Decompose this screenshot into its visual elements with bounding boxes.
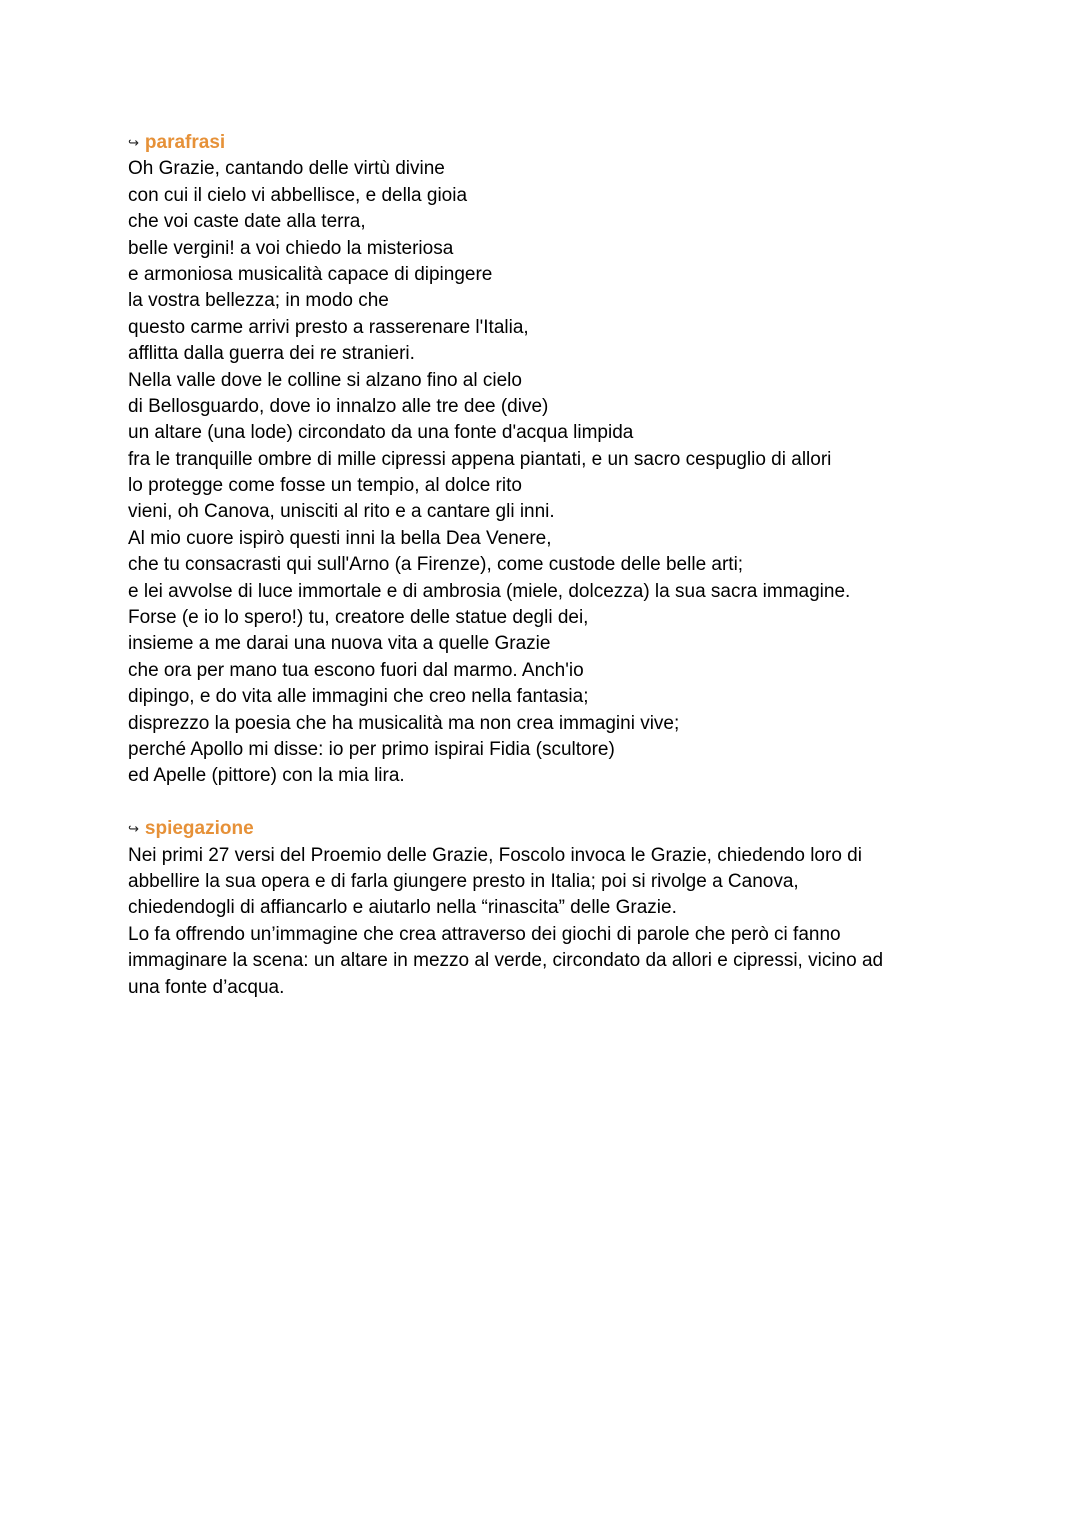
- text-line: la vostra bellezza; in modo che: [128, 290, 389, 312]
- text-line: disprezzo la poesia che ha musicalità ma non crea immagini vive;: [128, 712, 680, 734]
- text-line: che ora per mano tua escono fuori dal marmo. Anch'io: [128, 659, 584, 681]
- text-line: perché Apollo mi disse: io per primo ispirai Fidia (scultore): [128, 738, 615, 760]
- section-title: spiegazione: [144, 818, 254, 840]
- section-heading: [128, 816, 1028, 842]
- text-line: immaginare la scena: un altare in mezzo al verde, circondato da allori e cipressi, vicino ad: [128, 950, 884, 972]
- section-spacer: [128, 790, 1028, 816]
- text-line: fra le tranquille ombre di mille cipressi appena piantati, e un sacro cespuglio di allori: [128, 448, 832, 470]
- text-line: questo carme arrivi presto a rasserenare l'Italia,: [128, 316, 529, 338]
- curved-arrow-right-icon: ↪: [128, 822, 139, 838]
- text-line: Al mio cuore ispirò questi inni la bella Dea Venere,: [128, 527, 552, 549]
- text-line: lo protegge come fosse un tempio, al dolce rito: [128, 475, 522, 497]
- text-line: che voi caste date alla terra,: [128, 211, 366, 233]
- text-line: Oh Grazie, cantando delle virtù divine: [128, 158, 445, 180]
- curved-arrow-right-icon: ↪: [128, 136, 139, 151]
- text-line: di Bellosguardo, dove io innalzo alle tre dee (dive): [128, 395, 549, 417]
- text-line: e lei avvolse di luce immortale e di ambrosia (miele, dolcezza) la sua sacra immagine.: [128, 580, 851, 602]
- text-line: ed Apelle (pittore) con la mia lira.: [128, 765, 405, 787]
- text-line: chiedendogli di affiancarlo e aiutarlo nella “rinascita” delle Grazie.: [128, 897, 677, 919]
- text-line: un altare (una lode) circondato da una fonte d'acqua limpida: [128, 422, 634, 444]
- document-page: [128, 130, 1028, 1001]
- text-line: Forse (e io lo spero!) tu, creatore delle statue degli dei,: [128, 607, 589, 629]
- text-line: che tu consacrasti qui sull'Arno (a Firenze), come custode delle belle arti;: [128, 554, 744, 576]
- text-line: abbellire la sua opera e di farla giungere presto in Italia; poi si rivolge a Canova,: [128, 870, 799, 892]
- section-title: parafrasi: [144, 132, 226, 153]
- text-line: belle vergini! a voi chiedo la misteriosa: [128, 237, 454, 259]
- text-line: Nei primi 27 versi del Proemio delle Grazie, Foscolo invoca le Grazie, chiedendo loro di: [128, 844, 862, 866]
- section-parafrasi: [128, 130, 1028, 790]
- text-line: afflitta dalla guerra dei re stranieri.: [128, 343, 415, 365]
- text-line: e armoniosa musicalità capace di dipingere: [128, 263, 493, 285]
- section-heading: [128, 130, 1028, 156]
- text-line: Nella valle dove le colline si alzano fino al cielo: [128, 369, 522, 391]
- text-line: dipingo, e do vita alle immagini che creo nella fantasia;: [128, 686, 589, 708]
- text-line: una fonte d’acqua.: [128, 976, 285, 998]
- text-line: Lo fa offrendo un’immagine che crea attraverso dei giochi di parole che però ci fanno: [128, 923, 841, 945]
- text-line: vieni, oh Canova, unisciti al rito e a cantare gli inni.: [128, 501, 555, 523]
- text-line: con cui il cielo vi abbellisce, e della gioia: [128, 184, 468, 206]
- text-line: insieme a me darai una nuova vita a quelle Grazie: [128, 633, 551, 655]
- section-spiegazione: [128, 816, 1028, 1001]
